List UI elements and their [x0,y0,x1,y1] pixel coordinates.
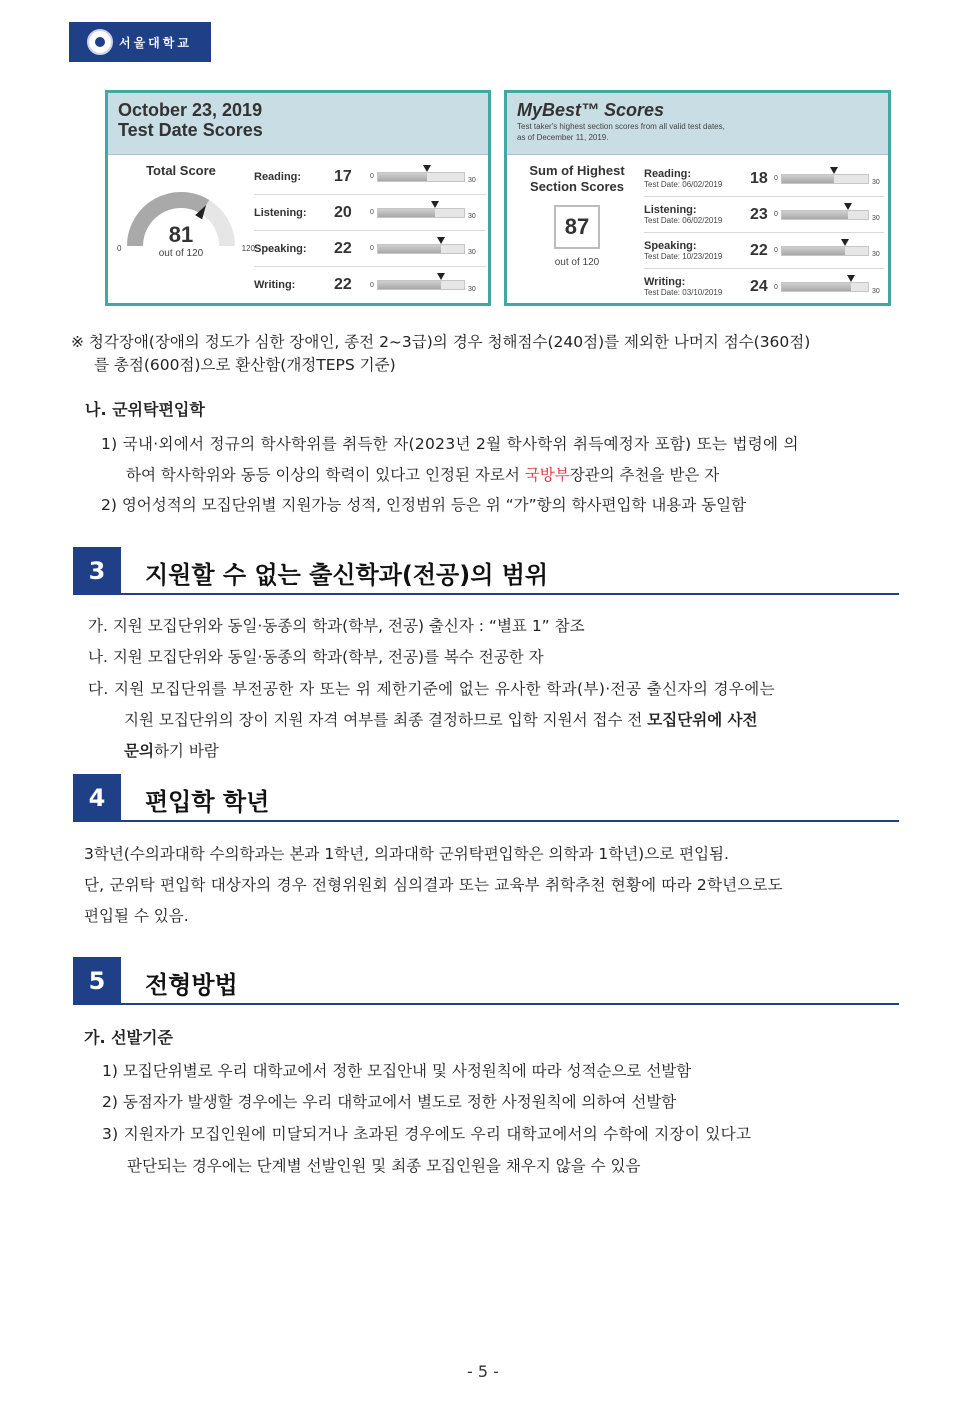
score-bar [370,170,478,184]
mybest-title: MyBest™ Scores [517,100,665,120]
bar-max-label: 30 [468,177,476,184]
bar-fill [782,175,834,183]
sum-score-value: 87 [554,205,600,249]
hearing-impaired-note-line2: 를 총점(600점)으로 환산함(개정TEPS 기준) [94,356,396,374]
section-4-header [73,774,899,822]
bar-marker-icon [844,203,852,210]
section-row-speaking [254,231,486,267]
section-test-date: Test Date: 03/10/2019 [644,288,723,297]
bar-fill [378,209,435,217]
section3-item-da-line2 [124,708,758,730]
mybest-label-box [644,276,750,298]
section-score: 22 [334,239,352,257]
bar-max-label: 30 [468,285,476,293]
bar-marker-icon [437,273,445,280]
military-item1-line1: 1) 국내·외에서 정규의 학사학위를 취득한 자(2023년 2월 학사학위 취득예정자 포함) 또는 법령에 의 [101,435,799,453]
section3-da-text: 지원 모집단위의 장이 지원 자격 여부를 최종 결정하므로 입학 지원서 접수 전 [124,711,648,729]
section-3-header [73,547,899,595]
section3-da-bold-end: 문의 [124,742,154,760]
mybest-row-listening [644,197,884,233]
section-number: 5 [73,957,121,1005]
bar-marker-icon [431,201,439,208]
bar-track [377,172,465,182]
section-score: 23 [750,205,768,223]
bar-track [781,282,869,292]
score-bar [774,244,882,258]
section-label: Writing: [644,276,686,288]
bar-track [781,246,869,256]
bar-marker-icon [841,239,849,246]
ministry-of-defense-highlight: 국방부 [524,466,570,484]
bar-max-label: 30 [872,179,880,186]
score-bar [774,280,882,294]
score-bar [774,172,882,186]
total-score-out-of: out of 120 [158,248,204,259]
bar-marker-icon [437,237,445,244]
section4-line3: 편입될 수 있음. [84,907,189,925]
total-score-label: Total Score [146,163,216,178]
section-score: 18 [750,169,768,187]
bar-max-label: 30 [872,287,880,295]
bar-marker-icon [847,275,855,282]
section3-item-ga: 가. 지원 모집단위와 동일·동종의 학과(학부, 전공) 출신자 : “별표 1” 참조 [88,617,585,635]
mybest-scores-card [504,90,891,306]
section5-item3-line2: 판단되는 경우에는 단계별 선발인원 및 최종 모집인원을 채우지 않을 수 있음 [127,1157,641,1175]
bar-track [781,210,869,220]
mybest-row-writing [644,269,884,305]
section-score: 22 [334,276,352,293]
section-test-date: Test Date: 06/02/2019 [644,179,723,189]
section-title: 편입학 학년 [145,788,270,816]
university-emblem-icon [87,29,113,55]
section-label: Listening: [254,206,307,219]
section-label: Speaking: [644,239,697,252]
mybest-subtitle-line1: Test taker's highest section scores from all valid test dates, [517,122,725,131]
section-row-reading [254,159,486,195]
mybest-label-box [644,168,750,190]
mybest-card-header [507,93,888,155]
mybest-section-rows [644,161,884,305]
section3-da-bold: 모집단위에 사전 [647,711,758,729]
section-label: Listening: [644,203,697,216]
page-number: - 5 - [467,1362,499,1381]
hearing-impaired-note-line1: ※ 청각장애(장애의 정도가 심한 장애인, 종전 2~3급)의 경우 청해점수(240점)를 제외한 나머지 점수(360점) [71,333,811,351]
section5-item3-line1: 3) 지원자가 모집인원에 미달되거나 초과된 경우에도 우리 대학교에서의 수학에 지장이 있다고 [102,1125,752,1143]
military-item1-text: 하여 학사학위와 동등 이상의 학력이 있다고 인정된 자로서 [126,466,525,484]
section3-da-text-end: 하기 바람 [153,742,219,760]
mybest-label-box [644,204,750,226]
score-bar [370,206,478,220]
gauge-max-label: 120 [241,244,255,253]
logo-text: 서울대학교 [119,35,192,50]
university-logo [69,22,211,62]
bar-fill [378,173,427,181]
military-item1-text-end: 장관의 추천을 받은 자 [569,466,720,484]
mybest-label-box [644,240,750,262]
section-label: Reading: [254,170,302,183]
section3-item-da-line1: 다. 지원 모집단위를 부전공한 자 또는 위 제한기준에 없는 유사한 학과(부)·전공 출신자의 경우에는 [88,680,776,698]
section5-item1: 1) 모집단위별로 우리 대학교에서 정한 모집안내 및 사정원칙에 따라 성적순으로 선발함 [102,1062,692,1080]
total-score-gauge [117,180,255,259]
gauge-min-label: 0 [117,244,122,253]
bar-min-label: 0 [370,209,374,216]
section-label: Writing: [254,279,296,291]
bar-min-label: 0 [370,281,374,289]
score-bar [370,278,478,292]
military-item1-line2 [126,463,719,485]
bar-marker-icon [830,167,838,174]
sum-highest-block [515,163,639,268]
section-score: 22 [750,241,768,259]
section-score: 17 [334,167,352,185]
score-bar [774,208,882,222]
total-score-value: 81 [168,222,194,247]
section3-item-na: 나. 지원 모집단위와 동일·동종의 학과(학부, 전공)를 복수 전공한 자 [88,648,544,666]
score-bar [370,242,478,256]
bar-track [377,208,465,218]
bar-min-label: 0 [774,211,778,218]
military-item2: 2) 영어성적의 모집단위별 지원가능 성적, 인정범위 등은 위 “가”항의 학사편입학 내용과 동일함 [101,496,747,514]
bar-min-label: 0 [774,247,778,254]
bar-max-label: 30 [468,249,476,256]
sum-label-line2: Section Scores [530,179,624,194]
test-date-title: October 23, 2019 [118,100,263,120]
sum-score-out-of: out of 120 [554,257,600,268]
bar-fill [378,281,441,289]
bar-marker-icon [423,165,431,172]
mybest-row-reading [644,161,884,197]
bar-track [377,244,465,254]
sum-label-line1: Sum of Highest [529,163,625,178]
test-date-scores-card [105,90,491,306]
bar-max-label: 30 [872,215,880,222]
test-date-card-header [108,93,488,155]
section-label: Speaking: [254,242,307,255]
bar-fill [782,247,845,255]
section-number: 3 [73,547,121,595]
mybest-subtitle-line2: as of December 11, 2019. [517,133,609,142]
section-test-date: Test Date: 06/02/2019 [644,215,723,225]
section5-item2: 2) 동점자가 발생할 경우에는 우리 대학교에서 별도로 정한 사정원칙에 의하여 선발함 [102,1093,677,1111]
section4-line2: 단, 군위탁 편입학 대상자의 경우 전형위원회 심의결과 또는 교육부 취학추천 현황에 따라 2학년으로도 [84,876,783,894]
bar-track [377,280,465,290]
bar-max-label: 30 [872,251,880,258]
bar-track [781,174,869,184]
section-label: Reading: [644,167,692,180]
section-test-date: Test Date: 10/23/2019 [644,251,723,261]
bar-min-label: 0 [774,175,778,182]
bar-max-label: 30 [468,213,476,220]
selection-criteria-heading: 가. 선발기준 [84,1028,173,1047]
bar-fill [378,245,441,253]
section-title: 지원할 수 없는 출신학과(전공)의 범위 [145,561,549,589]
military-transfer-heading: 나. 군위탁편입학 [85,400,205,419]
section-title: 전형방법 [145,971,238,999]
section-row-writing [254,267,486,303]
section-score: 24 [750,278,768,295]
section-score: 20 [334,203,352,221]
section-row-listening [254,195,486,231]
section3-item-da-line3 [124,739,219,761]
section-number: 4 [73,774,121,822]
section4-line1: 3학년(수의과대학 수의학과는 본과 1학년, 의과대학 군위탁편입학은 의학과 1학년)으로 편입됨. [84,845,729,863]
bar-min-label: 0 [370,245,374,252]
total-score-block [116,163,255,259]
bar-fill [782,283,851,291]
test-date-subtitle: Test Date Scores [118,120,263,140]
bar-min-label: 0 [370,173,374,180]
mybest-row-speaking [644,233,884,269]
section-5-header [73,957,899,1005]
section-score-rows [254,159,486,303]
bar-fill [782,211,848,219]
bar-min-label: 0 [774,283,778,291]
